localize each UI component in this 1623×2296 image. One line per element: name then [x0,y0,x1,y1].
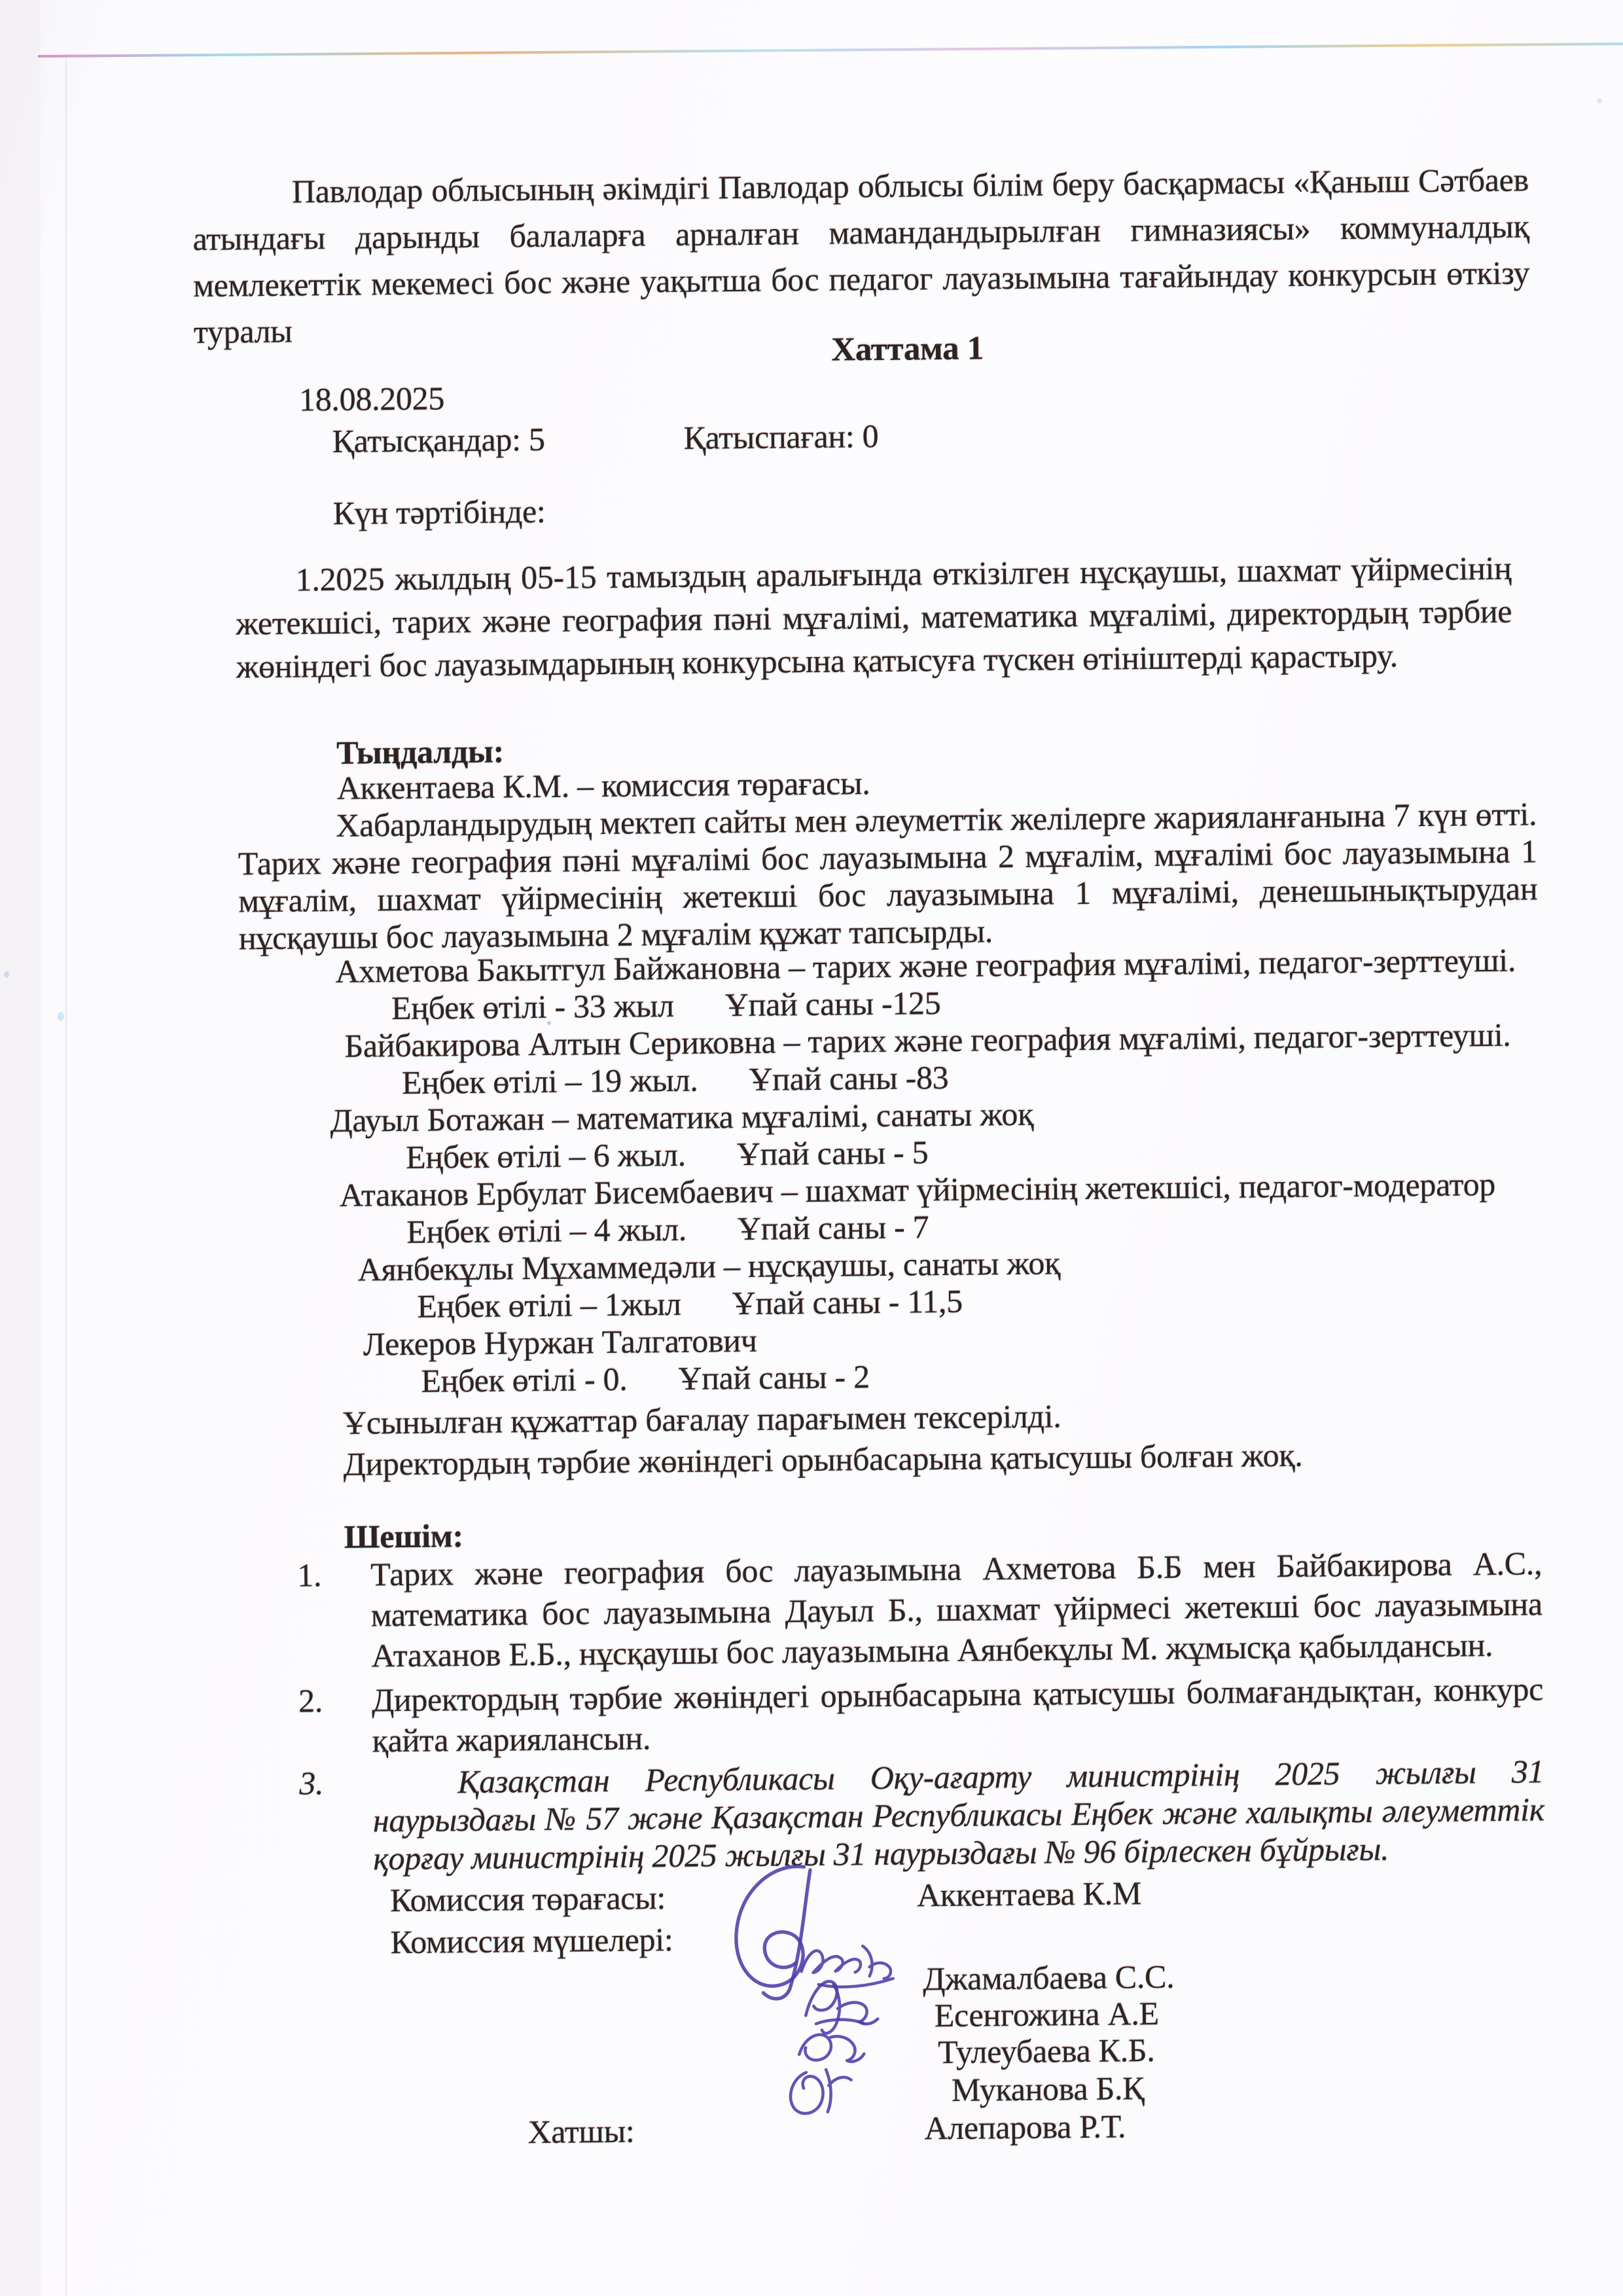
member-name: Есенгожина А.Е [934,1994,1160,2034]
score-value: Ұпай саны - 2 [678,1358,870,1397]
heard-heading: Тыңдалды: [336,732,505,771]
candidate-experience-line [417,1282,963,1325]
experience-value: Еңбек өтілі - 33 жыл [391,987,675,1027]
decision-item [246,1543,1543,1677]
participants-line [332,417,879,459]
member-name: Муканова Б.Қ [951,2070,1145,2109]
secretary-name: Алепарова Р.Т. [924,2108,1126,2147]
no-participant-line: Директордың тәрбие жөніндегі орынбасарына қатысушы болған жоқ. [343,1436,1303,1482]
experience-value: Еңбек өтілі – 4 жыл. [406,1210,687,1250]
attended-count: Қатысқандар: 5 [332,420,545,459]
documents-checked-line: Ұсынылған құжаттар бағалау парағымен тексерілді. [342,1397,1061,1441]
candidate-name: Байбакирова Алтын Сериковна – тарих және география мұғалімі, педагог-зерттеуші. [344,1016,1511,1064]
commission-chair-name: Аккентаева К.М [916,1874,1142,1914]
commission-members-label: Комиссия мүшелері: [390,1921,673,1961]
commission-chair-label: Комиссия төрағасы: [389,1879,666,1919]
candidate-name: Атаканов Ербулат Бисембаевич – шахмат үйірмесінің жетекшісі, педагог-модератор [339,1165,1496,1213]
candidate-experience-line [421,1360,870,1397]
score-value: Ұпай саны - 11,5 [732,1282,963,1322]
decision-number: 3. [299,1765,324,1802]
score-value: Ұпай саны -125 [724,984,941,1024]
decision-text: Тарих және география бос лауазымына Ахметова Б.Б мен Байбакирова А.С., математика бос лауазымына Дауыл Б., шахмат үйірмесі жетекші бос лауазымына Атаханов Е.Б., нұсқаушы бос лауазымына Аянбекұлы М. жұмысқа қабылдансын. [370,1545,1543,1674]
candidate-name: Лекеров Нуржан Талгатович [363,1321,757,1363]
member-name: Тулеубаева К.Б. [937,2032,1155,2071]
decision-text: Директордың тәрбие жөніндегі орынбасарына қатысушы болмағандықтан, конкурс қайта жариялансын. [371,1670,1544,1759]
document-title: Хаттама 1 [831,330,984,368]
decision-item [247,1668,1544,1762]
decision-item [248,1752,1545,1878]
candidate-name: Ахметова Бакытгул Байжановна – тарих және география мұғалімі, педагог-зерттеуші. [335,941,1516,990]
candidate-name: Дауыл Ботажан – математика мұғалімі, санаты жоқ [330,1095,1034,1139]
experience-value: Еңбек өтілі - 0. [421,1360,628,1399]
decision-heading: Шешім: [344,1517,464,1555]
candidate-experience-line [406,1136,929,1174]
score-value: Ұпай саны - 7 [737,1208,929,1247]
heard-paragraph: Хабарландырудың мектеп сайты мен әлеуметтік желілерге жарияланғанына 7 күн өтті. Тарих және география пәні мұғалімі бос лауазымына 2 мұғалім, мұғалімі бос лауазымына 1 мұғалім, шахмат үйірмесінің жетекші бос лауазымына 1 мұғалімі, денешынықтырудан нұсқаушы бос лауазымына 2 мұғалім құжат тапсырды. [238,795,1538,957]
agenda-heading: Күн тәртібінде: [332,492,546,531]
document-date: 18.08.2025 [298,380,445,418]
experience-value: Еңбек өтілі – 6 жыл. [405,1136,687,1175]
member-name: Джамалбаева С.С. [922,1958,1175,1998]
candidate-experience-line [401,1058,949,1102]
member-handwritten-signature [779,2054,862,2118]
agenda-item: 1.2025 жылдың 05-15 тамыздың аралығында өткізілген нұсқаушы, шахмат үйірмесінің жетекшісі, тарих және география пәні мұғалімі, математика мұғалімі, директордың тәрбие жөніндегі бос лауазымдарының конкурсына қатысуға түскен өтініштерді қарастыру. [235,549,1512,685]
candidate-name: Аянбекұлы Мұхаммедәли – нұсқаушы, санаты жоқ [357,1244,1061,1288]
candidate-experience-line [406,1210,929,1248]
experience-value: Еңбек өтілі – 19 жыл. [401,1061,698,1102]
decision-number: 2. [298,1682,323,1719]
absent-count: Қатыспаған: 0 [683,417,879,456]
score-value: Ұпай саны -83 [749,1058,949,1098]
heard-chair-line: Аккентаева К.М. – комиссия төрағасы. [336,764,870,806]
decision-number: 1. [296,1556,322,1594]
decision-text: Қазақстан Республикасы Оқу-ағарту министрінің 2025 жылғы 31 наурыздағы № 57 және Қазақстан Республикасы Еңбек және халықты әлеуметтік қорғау министрінің 2025 жылғы 31 наурыздағы № 96 бірлескен бұйрығы. [372,1753,1545,1877]
secretary-label: Хатшы: [527,2112,635,2151]
score-value: Ұпай саны - 5 [736,1134,929,1173]
experience-value: Еңбек өтілі – 1жыл [417,1285,681,1325]
candidate-experience-line [391,984,941,1027]
intro-paragraph: Павлодар облысының әкімдігі Павлодар облысы білім беру басқармасы «Қаныш Сәтбаев атындағы дарынды балаларға арналған мамандандырылған гимназиясы» коммуналдық мемлекеттік мекемесі бос және уақытша бос педагог лауазымына тағайындау конкурсын өткізу туралы [192,161,1530,351]
